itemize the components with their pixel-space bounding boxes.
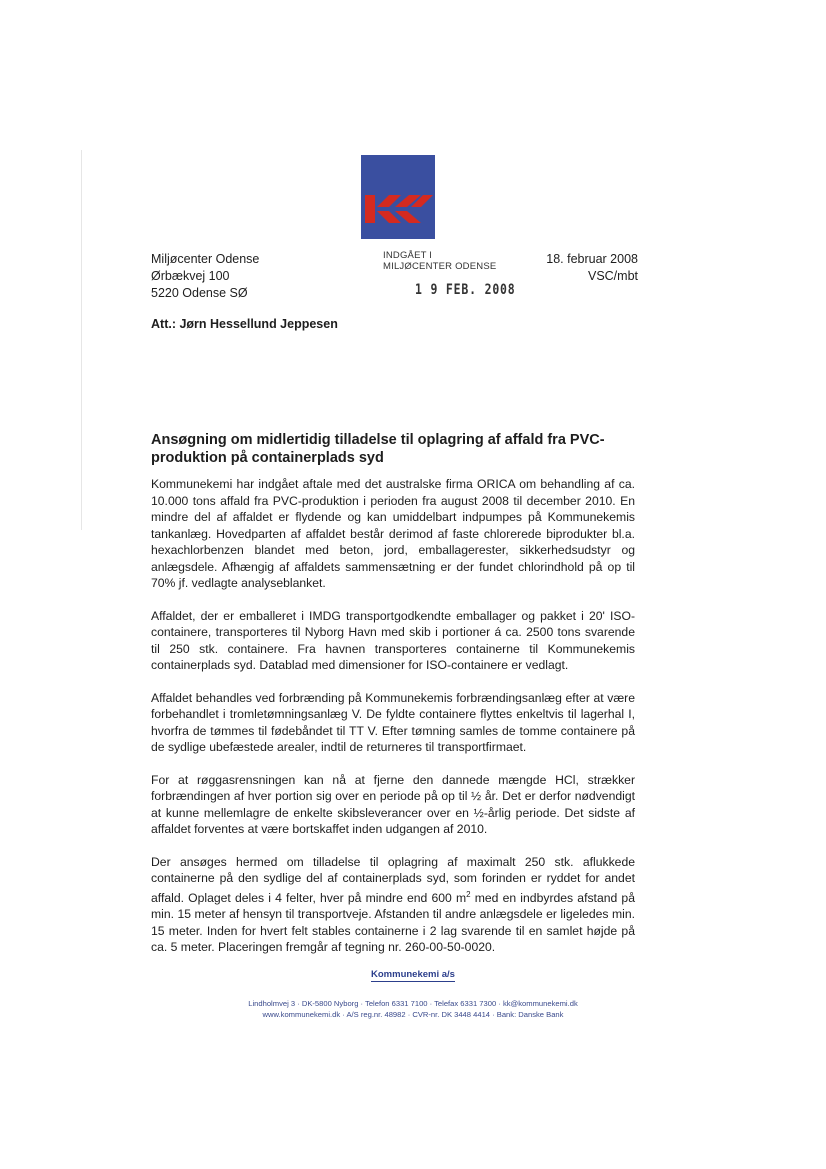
superscript: 2 bbox=[466, 889, 471, 899]
letter-footer bbox=[0, 964, 826, 1020]
recipient-name: Miljøcenter Odense bbox=[151, 252, 260, 266]
letter-subject: Ansøgning om midlertidig tilladelse til oplagring af affald fra PVC-produktion på containerplads syd bbox=[151, 432, 605, 466]
recipient-city: 5220 Odense SØ bbox=[151, 286, 248, 300]
paragraph-5-text-cont: med en indbyrdes afstand på min. 15 meter af hensyn til transportveje. Afstanden til andre anlægsdele er ligeledes min. 15 meter. Inden for hvert felt stables containerne i 2 lag svarende til en samlet højde på ca. 5 meter. Placeringen fremgår af tegning nr. 260-00-50-0020. bbox=[151, 890, 635, 955]
paragraph-1: Kommunekemi har indgået aftale med det australske firma ORICA om behandling af ca. 10.000 tons affald fra PVC-produktion i perioden fra august 2008 til december 2010. En mindre del af affaldet er flydende og kan umiddelbart indpumpes på Kommunekemis tankanlæg. Hovedparten af affaldet består derimod af faste chlorerede biprodukter bl.a. hexachlorbenzen blandet med beton, jord, emballagerester, sikkerhedsudstyr og anlægsdele. Afhængig af affaldets sammensætning er der fundet chlorindhold på op til 70% jf. vedlagte analyseblanket. bbox=[151, 477, 635, 590]
paragraph-2: Affaldet, der er emballeret i IMDG transportgodkendte emballager og pakket i 20' ISO-containere, transporteres til Nyborg Havn med skib i portioner á ca. 2500 tons svarende til 250 stk. containere. Fra havnen transporteres containerne til Kommunekemis containerplads syd. Datablad med dimensioner for ISO-containere er vedlagt. bbox=[151, 608, 635, 672]
paragraph-3: Affaldet behandles ved forbrænding på Kommunekemis forbrændingsanlæg efter at være forbehandlet i tromletømningsanlæg V. De fyldte containere flyttes enkeltvis til lagerhal I, hvorfra de tømmes til fødebåndet til TT V. Efter tømning samles de tomme containere på de sydlige ubefæstede arealer, indtil de returneres til transportfirmaet. bbox=[151, 690, 635, 754]
footer-address-line: Lindholmvej 3 · DK-5800 Nyborg · Telefon 6331 7100 · Telefax 6331 7300 · kk@kommunekemi.dk bbox=[248, 999, 578, 1008]
stamp-line-2: MILJØCENTER ODENSE bbox=[383, 261, 497, 272]
kommunekemi-logo bbox=[361, 155, 435, 239]
stamp-date: 1 9 FEB. 2008 bbox=[415, 282, 516, 298]
footer-registration-line: www.kommunekemi.dk · A/S reg.nr. 48982 · CVR-nr. DK 3448 4414 · Bank: Danske Bank bbox=[262, 1009, 564, 1019]
stamp-line-1: INDGÅET I bbox=[383, 250, 433, 261]
recipient-street: Ørbækvej 100 bbox=[151, 269, 230, 283]
letter-reference: VSC/mbt bbox=[587, 269, 638, 283]
paragraph-4: For at røggasrensningen kan nå at fjerne den dannede mængde HCl, strækker forbrændingen af hver portion sig over en periode på op til ½ år. Det er derfor nødvendigt at kunne mellemlagre de enkelte skibsleverancer over en ½-årlig periode. Det sidste af affaldet forventes at være bortskaffet inden udgangen af 2010. bbox=[151, 772, 635, 836]
letter-date: 18. februar 2008 bbox=[546, 252, 638, 266]
footer-company: Kommunekemi a/s bbox=[371, 969, 455, 980]
received-stamp bbox=[383, 250, 538, 298]
attention-line: Att.: Jørn Hessellund Jeppesen bbox=[151, 317, 338, 331]
paragraph-5 bbox=[151, 854, 635, 956]
letter-body bbox=[151, 476, 635, 972]
recipient-address bbox=[151, 251, 259, 302]
paragraph-5-text: Der ansøges hermed om tilladelse til oplagring af maximalt 250 stk. aflukkede containerne på den sydlige del af containerplads syd, som forinden er ryddet for andet affald. Oplaget deles i 4 felter, hver på mindre end 600 m bbox=[151, 854, 635, 905]
letter-date-block bbox=[546, 251, 638, 285]
page-margin-line bbox=[81, 150, 82, 530]
logo-mark-icon bbox=[361, 155, 435, 239]
